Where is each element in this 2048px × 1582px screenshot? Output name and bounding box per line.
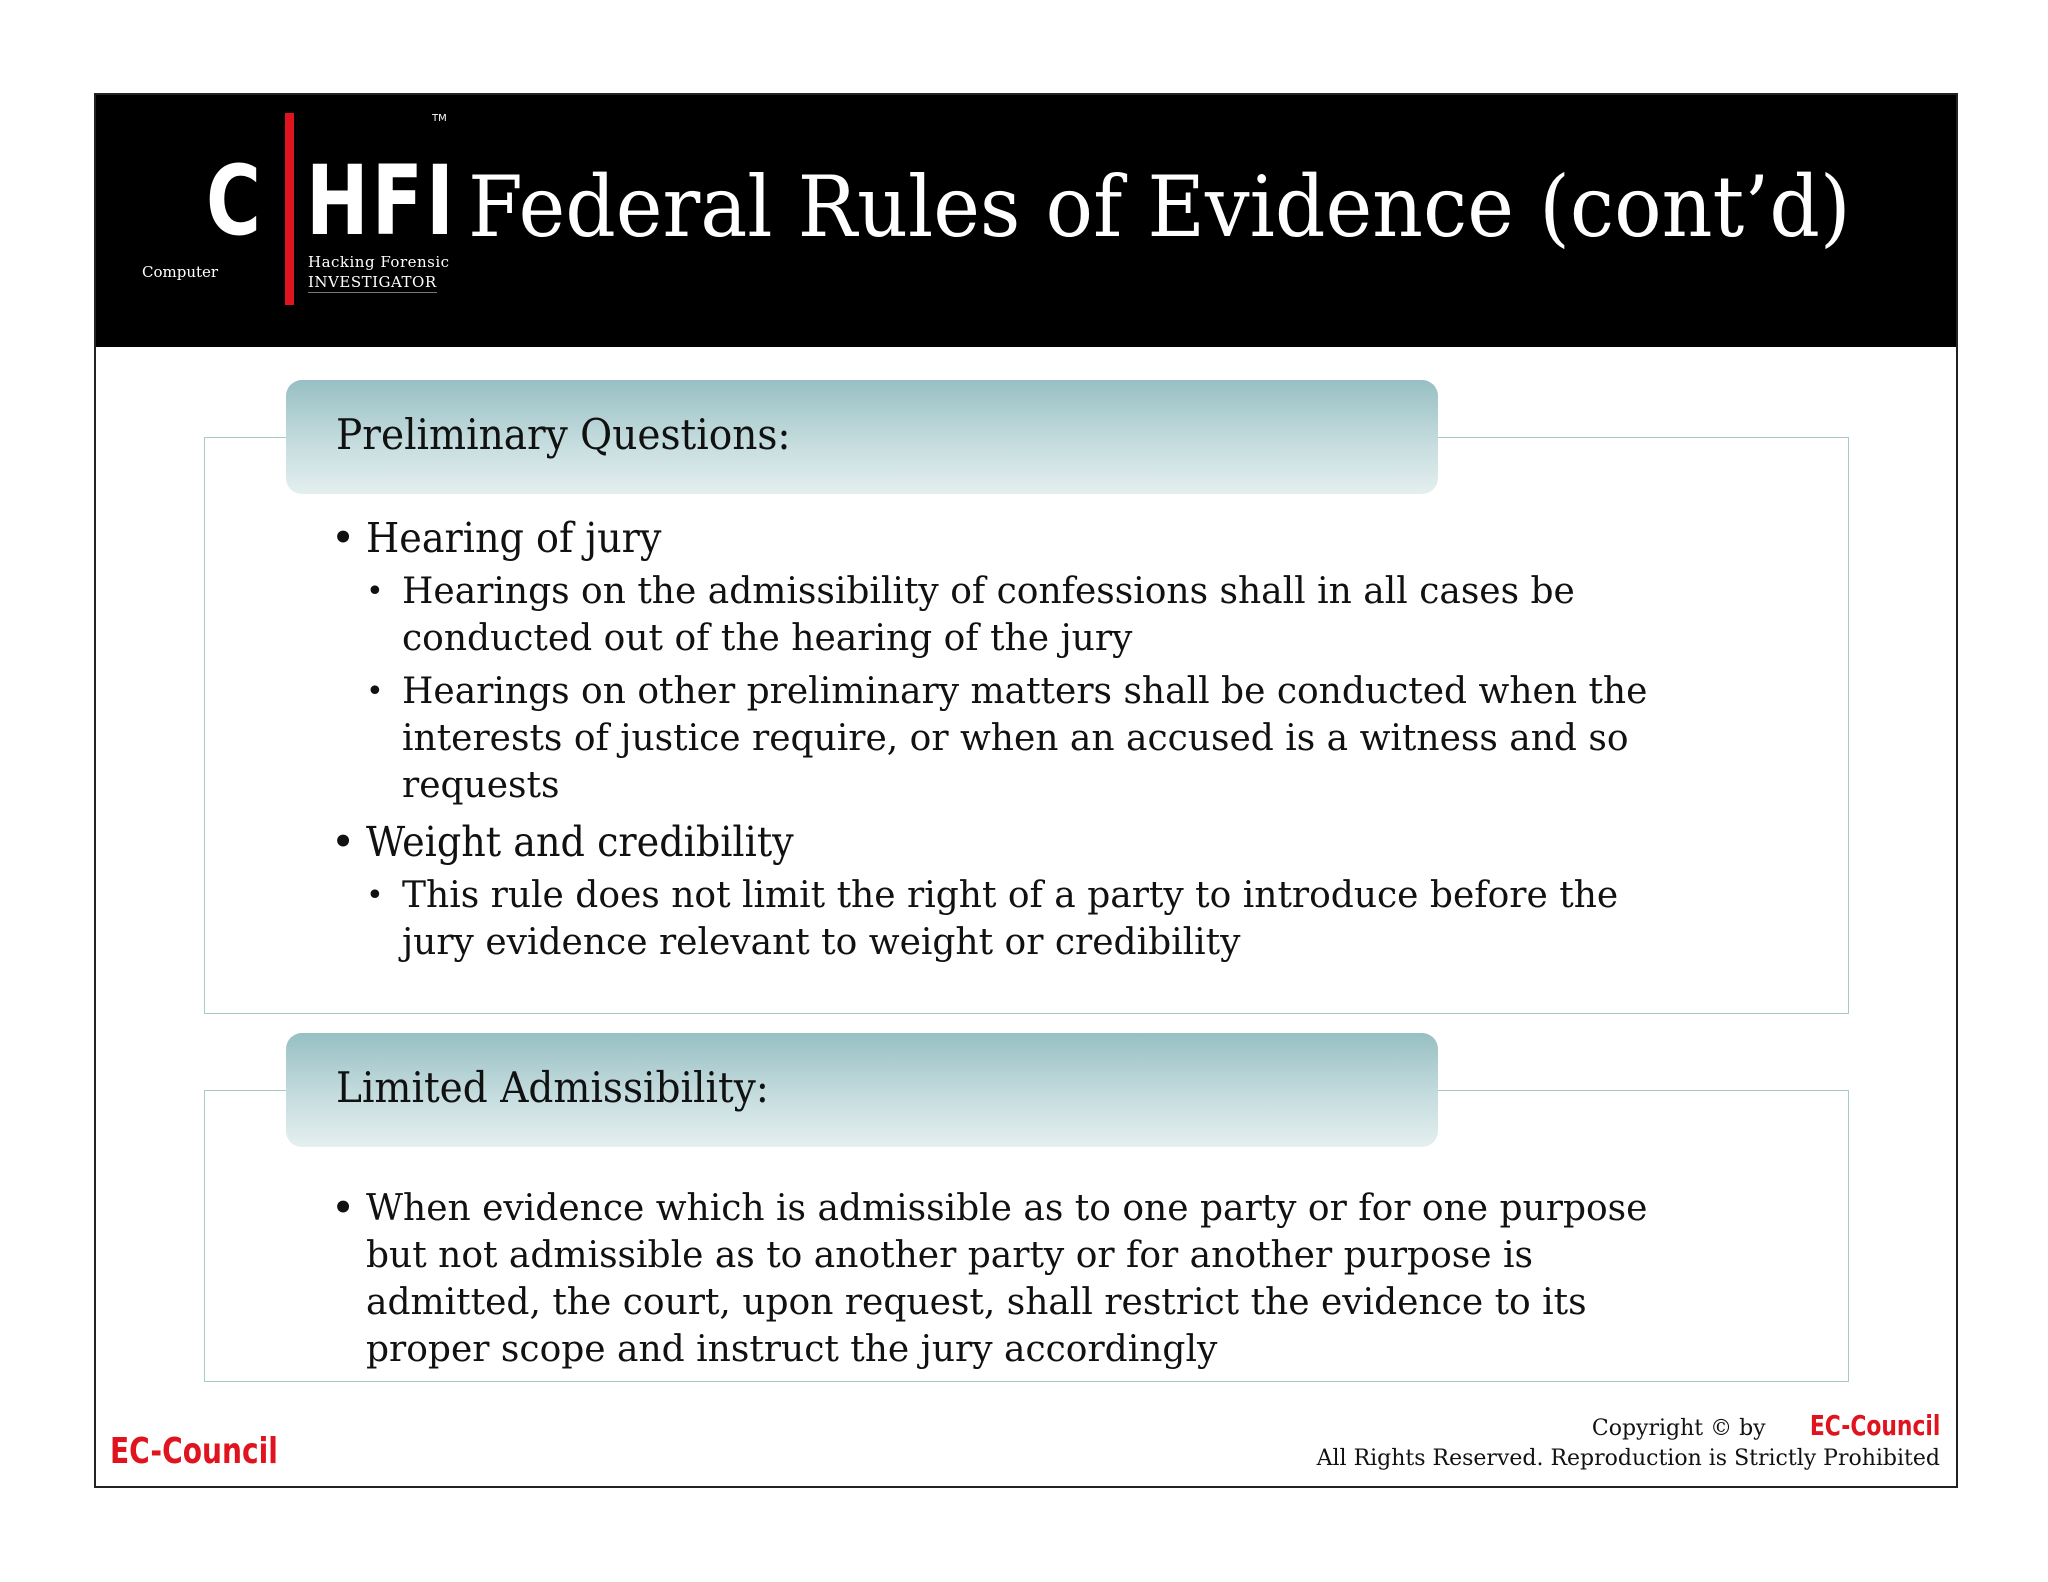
logo-letter-c: C bbox=[206, 145, 261, 257]
copyright-notice bbox=[1317, 1411, 1940, 1474]
list-item-text: Weight and credibility bbox=[366, 818, 794, 866]
sub-list-item bbox=[366, 568, 1811, 662]
sub-list-item bbox=[366, 668, 1811, 809]
bullet-icon: • bbox=[366, 674, 384, 709]
sub-list-item-text: This rule does not limit the right of a party to introduce before the jury evidence relevant to weight or credibility bbox=[402, 875, 1619, 963]
logo-investigator-label: INVESTIGATOR bbox=[308, 273, 437, 291]
sub-list bbox=[366, 872, 1811, 966]
logo-computer-label: Computer bbox=[142, 263, 219, 281]
preliminary-questions-heading: Preliminary Questions: bbox=[336, 410, 791, 459]
list-item-text: When evidence which is admissible as to one party or for one purpose but not admissible as to another party or for another purpose is admitted, the court, upon request, shall restrict the evidence to its proper scope and instruct the jury accordingly bbox=[366, 1188, 1648, 1370]
preliminary-questions-tab bbox=[286, 380, 1438, 494]
rights-line: All Rights Reserved. Reproduction is Strictly Prohibited bbox=[1316, 1446, 1940, 1471]
list-item bbox=[331, 515, 1811, 809]
sub-list-item-text: Hearings on other preliminary matters shall be conducted when the interests of justice require, or when an accused is a witness and so requests bbox=[402, 671, 1648, 806]
logo-hacking-forensic-label: Hacking Forensic bbox=[308, 253, 450, 271]
chfi-logo bbox=[142, 113, 458, 323]
copyright-brand: EC-Council bbox=[1809, 1409, 1940, 1442]
copyright-prefix: Copyright © by bbox=[1591, 1416, 1766, 1441]
logo-red-bar bbox=[285, 113, 294, 305]
sub-list-item-text: Hearings on the admissibility of confessions shall in all cases be conducted out of the hearing of the jury bbox=[402, 571, 1575, 659]
copyright-line bbox=[1317, 1411, 1940, 1444]
limited-admissibility-heading: Limited Admissibility: bbox=[336, 1063, 769, 1112]
slide-title: Federal Rules of Evidence (cont’d) bbox=[468, 158, 1851, 256]
list-item-text: Hearing of jury bbox=[366, 514, 662, 562]
bullet-icon: • bbox=[366, 574, 384, 609]
bullet-icon: • bbox=[331, 514, 356, 562]
bullet-icon: • bbox=[331, 1184, 356, 1232]
slide bbox=[94, 93, 1958, 1488]
bullet-icon: • bbox=[331, 818, 356, 866]
sub-list-item bbox=[366, 872, 1811, 966]
list-item bbox=[331, 1185, 1811, 1373]
bullet-icon: • bbox=[366, 878, 384, 913]
limited-admissibility-tab bbox=[286, 1033, 1438, 1147]
slide-header bbox=[96, 95, 1956, 347]
logo-letters-hfi: HFI bbox=[306, 145, 458, 257]
sub-list bbox=[366, 568, 1811, 809]
logo-trademark: TM bbox=[432, 113, 447, 124]
preliminary-questions-list bbox=[331, 515, 1811, 976]
list-item bbox=[331, 819, 1811, 966]
ec-council-logo: EC-Council bbox=[110, 1431, 278, 1472]
limited-admissibility-list bbox=[331, 1185, 1811, 1383]
